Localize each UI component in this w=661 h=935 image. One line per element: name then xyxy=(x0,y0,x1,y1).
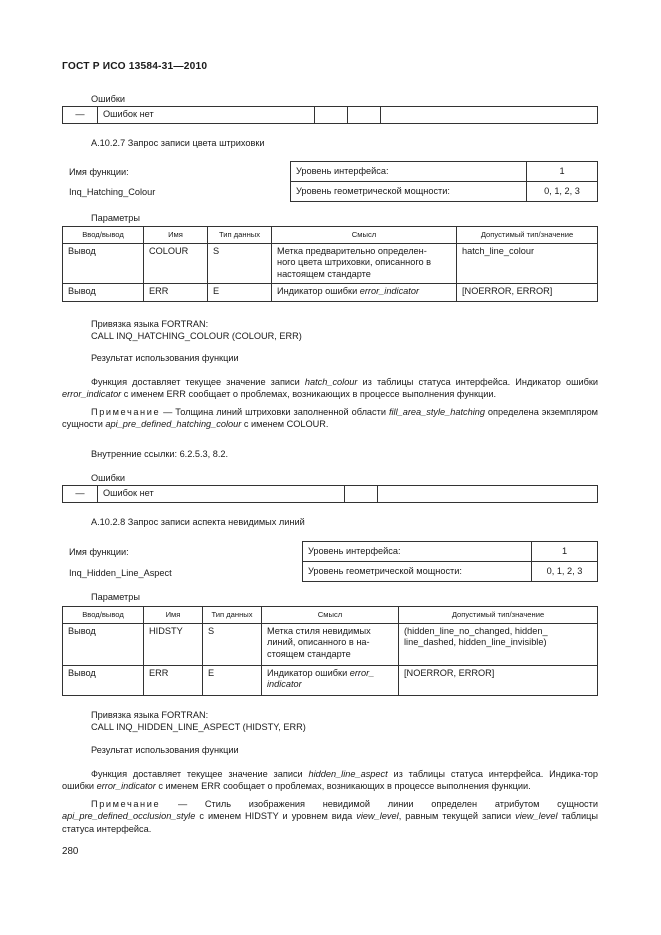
result-label: Результат использования функции xyxy=(91,745,239,755)
params-label: Параметры xyxy=(91,213,140,223)
iface-level-label: Уровень интерфейса: xyxy=(303,542,532,562)
result-label: Результат использования функции xyxy=(91,353,239,363)
iface-level-value: 1 xyxy=(532,542,598,562)
result-paragraph: Функция доставляет текущее значение записи hatch_colour из таблицы статуса интерфейса. Индикатор ошибки error_indicator с именем ERR сообщает о проблемах, возникающих в процессе выполнения функции. xyxy=(62,377,598,400)
col-meaning: Смысл xyxy=(262,607,399,624)
col-meaning: Смысл xyxy=(272,227,457,244)
col-io: Ввод/вывод xyxy=(63,227,144,244)
page-number: 280 xyxy=(62,846,79,857)
fortran-call: CALL INQ_HATCHING_COLOUR (COLOUR, ERR) xyxy=(91,331,302,341)
row-value: [NOERROR, ERROR] xyxy=(457,283,598,301)
geom-level-label: Уровень геометрической мощности: xyxy=(291,182,527,202)
params-table-1 xyxy=(62,226,598,302)
func-name-value: Inq_Hatching_Colour xyxy=(69,187,156,197)
func-name-label: Имя функции: xyxy=(69,547,129,557)
fortran-label: Привязка языка FORTRAN: xyxy=(91,710,209,720)
errors-label: Ошибки xyxy=(91,94,126,104)
row-name: ERR xyxy=(144,665,203,695)
errors-table-mid xyxy=(62,485,598,503)
row-type: E xyxy=(203,665,262,695)
iface-level-value: 1 xyxy=(527,162,598,182)
row-value: [NOERROR, ERROR] xyxy=(399,665,598,695)
row-value: (hidden_line_no_changed, hidden_ line_dashed, hidden_line_invisible) xyxy=(399,623,598,665)
geom-level-label: Уровень геометрической мощности: xyxy=(303,562,532,582)
internal-refs: Внутренние ссылки: 6.2.5.3, 8.2. xyxy=(91,449,229,459)
levels-table-1 xyxy=(290,161,598,202)
note-paragraph: Примечание — Стиль изображения невидимой линии определен атрибутом сущности api_pre_defined_occlusion_style с именем HIDSTY и уровнем вида view_level, равным текущей записи view_level таблицы статуса интерфейса. xyxy=(62,799,598,834)
col-type: Тип данных xyxy=(203,607,262,624)
geom-level-value: 0, 1, 2, 3 xyxy=(527,182,598,202)
fortran-label: Привязка языка FORTRAN: xyxy=(91,319,209,329)
note-paragraph: Примечание — Толщина линий штриховки заполненной области fill_area_style_hatching определена экземпляром сущности api_pre_defined_hatching_colour с именем COLOUR. xyxy=(62,407,599,430)
levels-table-2 xyxy=(302,541,598,582)
col-io: Ввод/вывод xyxy=(63,607,144,624)
col-value: Допустимый тип/значение xyxy=(399,607,598,624)
row-type: E xyxy=(208,283,272,301)
col-name: Имя xyxy=(144,607,203,624)
row-name: COLOUR xyxy=(144,243,208,283)
row-meaning: Индикатор ошибки error_ indicator xyxy=(262,665,399,695)
params-table-2 xyxy=(62,606,598,696)
col-type: Тип данных xyxy=(208,227,272,244)
col-value: Допустимый тип/значение xyxy=(457,227,598,244)
section-heading-a10-2-8: A.10.2.8 Запрос записи аспекта невидимых линий xyxy=(91,517,305,527)
params-label: Параметры xyxy=(91,592,140,602)
row-name: ERR xyxy=(144,283,208,301)
result-paragraph: Функция доставляет текущее значение записи hidden_line_aspect из таблицы статуса интерфейса. Индика-тор ошибки error_indicator с именем ERR сообщает о проблемах, возникающих в процессе выполнения функции. xyxy=(62,769,598,792)
errors-label: Ошибки xyxy=(91,473,126,483)
row-meaning: Метка предварительно определен- ного цвета штриховки, описанного в настоящем стандарте xyxy=(272,243,457,283)
section-heading-a10-2-7: A.10.2.7 Запрос записи цвета штриховки xyxy=(91,138,265,148)
row-io: Вывод xyxy=(63,623,144,665)
row-io: Вывод xyxy=(63,283,144,301)
col-name: Имя xyxy=(144,227,208,244)
row-io: Вывод xyxy=(63,665,144,695)
iface-level-label: Уровень интерфейса: xyxy=(291,162,527,182)
row-value: hatch_line_colour xyxy=(457,243,598,283)
row-io: Вывод xyxy=(63,243,144,283)
row-name: HIDSTY xyxy=(144,623,203,665)
errors-none: Ошибок нет xyxy=(98,486,345,503)
errors-dash: — xyxy=(63,107,98,124)
row-meaning: Метка стиля невидимых линий, описанного в на- стоящем стандарте xyxy=(262,623,399,665)
row-type: S xyxy=(203,623,262,665)
geom-level-value: 0, 1, 2, 3 xyxy=(532,562,598,582)
errors-table-top xyxy=(62,106,598,124)
errors-none: Ошибок нет xyxy=(98,107,315,124)
func-name-label: Имя функции: xyxy=(69,167,129,177)
row-type: S xyxy=(208,243,272,283)
document-header: ГОСТ Р ИСО 13584-31—2010 xyxy=(62,61,208,72)
func-name-value: Inq_Hidden_Line_Aspect xyxy=(69,568,172,578)
errors-dash: — xyxy=(63,486,98,503)
fortran-call: CALL INQ_HIDDEN_LINE_ASPECT (HIDSTY, ERR) xyxy=(91,722,306,732)
row-meaning: Индикатор ошибки error_indicator xyxy=(272,283,457,301)
